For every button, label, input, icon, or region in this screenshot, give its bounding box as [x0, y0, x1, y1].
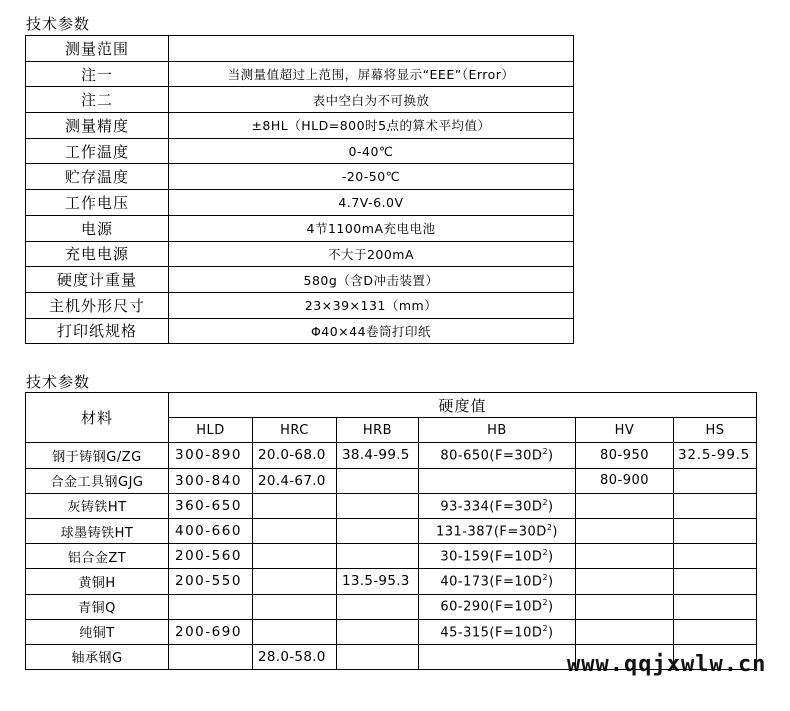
hardness-row: [26, 518, 757, 543]
cell-hv: [576, 594, 674, 619]
cell-hrb: [337, 518, 419, 543]
hb-close: ): [552, 524, 558, 540]
spec-row: [26, 61, 574, 87]
cell-hs: [674, 544, 757, 569]
spec-label: 电源: [26, 215, 169, 241]
cell-hv: [576, 619, 674, 644]
cell-hb: [419, 518, 576, 543]
cell-material: 轴承钢G: [26, 644, 169, 669]
column-header-hrc: HRC: [253, 418, 337, 443]
spec-value: 表中空白为不可换放: [169, 87, 574, 113]
cell-material: 纯铜T: [26, 619, 169, 644]
spec-label: 测量精度: [26, 113, 169, 139]
hb-value: 60-290(F=10D: [440, 599, 543, 615]
material-header: 材料: [26, 393, 169, 443]
spec-value: -20-50℃: [169, 164, 574, 190]
spec-value: 0-40℃: [169, 138, 574, 164]
hb-value: 30-159(F=10D: [440, 549, 543, 565]
spec-value: ±8HL（HLD=800时5点的算术平均值）: [169, 113, 574, 139]
column-header-hv: HV: [576, 418, 674, 443]
hb-close: ): [548, 624, 554, 640]
spec-row: [26, 113, 574, 139]
cell-hs: [674, 619, 757, 644]
cell-hld: [169, 644, 253, 669]
cell-hrc: 28.0-58.0: [253, 644, 337, 669]
cell-hs: [674, 594, 757, 619]
cell-hv: 80-900: [576, 468, 674, 493]
column-header-hb: HB: [419, 418, 576, 443]
spec-row: [26, 87, 574, 113]
hb-exponent: 2: [542, 623, 549, 633]
spec-row: [26, 241, 574, 267]
spec-row: [26, 318, 574, 344]
cell-hrc: [253, 544, 337, 569]
cell-hrb: [337, 594, 419, 619]
spec-value: Φ40×44卷筒打印纸: [169, 318, 574, 344]
cell-hld: 400-660: [169, 518, 253, 543]
spec-label: 注一: [26, 61, 169, 87]
cell-hb: [419, 569, 576, 594]
cell-hld: 300-890: [169, 443, 253, 468]
hardness-table: [25, 392, 757, 670]
cell-material: 铝合金ZT: [26, 544, 169, 569]
cell-hld: 200-550: [169, 569, 253, 594]
column-header-hld: HLD: [169, 418, 253, 443]
hb-value: 80-650(F=30D: [440, 448, 543, 464]
cell-hrb: [337, 493, 419, 518]
cell-material: 灰铸铁HT: [26, 493, 169, 518]
column-header-hs: HS: [674, 418, 757, 443]
cell-hrc: [253, 493, 337, 518]
cell-hld: 200-560: [169, 544, 253, 569]
spec-label: 注二: [26, 87, 169, 113]
spec-value: [169, 36, 574, 62]
spec-row: [26, 36, 574, 62]
spec-table: [25, 35, 574, 344]
cell-material: 青铜Q: [26, 594, 169, 619]
cell-hv: [576, 518, 674, 543]
hardness-row: [26, 594, 757, 619]
spec-label: 硬度计重量: [26, 267, 169, 293]
spec-label: 打印纸规格: [26, 318, 169, 344]
spec-row: [26, 267, 574, 293]
spec-value: 当测量值超过上范围，屏幕将显示“EEE”（Error）: [169, 61, 574, 87]
spec-row: [26, 164, 574, 190]
spec-row: [26, 190, 574, 216]
watermark: www.qqjxwlw.cn: [567, 652, 767, 677]
cell-hb: [419, 468, 576, 493]
spec-label: 工作温度: [26, 138, 169, 164]
cell-hld: 300-840: [169, 468, 253, 493]
hb-value: 45-315(F=10D: [440, 624, 543, 640]
cell-hv: [576, 544, 674, 569]
hb-exponent: 2: [542, 447, 549, 457]
cell-material: 钢于铸钢G/ZG: [26, 443, 169, 468]
column-header-hrb: HRB: [337, 418, 419, 443]
spec-label: 充电电源: [26, 241, 169, 267]
cell-hb: [419, 493, 576, 518]
cell-hrc: 20.4-67.0: [253, 468, 337, 493]
cell-material: 合金工具钢GJG: [26, 468, 169, 493]
hb-close: ): [548, 499, 554, 514]
cell-hrc: 20.0-68.0: [253, 443, 337, 468]
cell-hrc: [253, 569, 337, 594]
hb-value: 40-173(F=10D: [440, 574, 543, 590]
cell-hrc: [253, 594, 337, 619]
hardness-row: [26, 468, 757, 493]
hardness-row: [26, 493, 757, 518]
spec-value: 4.7V-6.0V: [169, 190, 574, 216]
cell-hb: [419, 544, 576, 569]
hardness-row: [26, 443, 757, 468]
hb-close: ): [548, 549, 554, 565]
cell-hb: [419, 594, 576, 619]
cell-hs: 32.5-99.5: [674, 443, 757, 468]
hb-exponent: 2: [542, 573, 549, 583]
cell-hrc: [253, 518, 337, 543]
cell-hrb: [337, 468, 419, 493]
cell-material: 黄铜H: [26, 569, 169, 594]
spec-value: 不大于200mA: [169, 241, 574, 267]
spec-value: 580g（含D冲击装置）: [169, 267, 574, 293]
cell-hld: 200-690: [169, 619, 253, 644]
cell-hs: [674, 518, 757, 543]
spec-label: 工作电压: [26, 190, 169, 216]
hb-close: ): [548, 574, 554, 590]
cell-hrb: [337, 644, 419, 669]
hb-value: 131-387(F=30D: [436, 524, 547, 540]
hardness-row: [26, 569, 757, 594]
hb-exponent: 2: [542, 497, 549, 507]
hardness-section-title: 技术参数: [26, 373, 91, 391]
cell-hrb: [337, 619, 419, 644]
cell-hb: [419, 644, 576, 669]
spec-row: [26, 138, 574, 164]
cell-hs: [674, 569, 757, 594]
hardness-header: 硬度值: [169, 393, 757, 418]
hb-close: ): [548, 599, 554, 615]
cell-hv: 80-950: [576, 443, 674, 468]
hb-value: 93-334(F=30D: [440, 499, 543, 514]
spec-label: 测量范围: [26, 36, 169, 62]
cell-hrb: [337, 544, 419, 569]
hb-exponent: 2: [542, 598, 549, 608]
cell-hrb: 13.5-95.3: [337, 569, 419, 594]
hb-exponent: 2: [542, 548, 549, 558]
cell-hs: [674, 468, 757, 493]
spec-section-title: 技术参数: [26, 15, 91, 33]
cell-hrc: [253, 619, 337, 644]
cell-hld: 360-650: [169, 493, 253, 518]
hardness-row: [26, 544, 757, 569]
spec-label: 贮存温度: [26, 164, 169, 190]
cell-hrb: 38.4-99.5: [337, 443, 419, 468]
cell-hv: [576, 493, 674, 518]
spec-row: [26, 292, 574, 318]
spec-value: 23×39×131（mm）: [169, 292, 574, 318]
cell-hb: [419, 619, 576, 644]
cell-hs: [674, 493, 757, 518]
spec-label: 主机外形尺寸: [26, 292, 169, 318]
hb-close: ): [548, 448, 554, 464]
spec-row: [26, 215, 574, 241]
cell-material: 球墨铸铁HT: [26, 518, 169, 543]
cell-hld: [169, 594, 253, 619]
spec-value: 4节1100mA充电电池: [169, 215, 574, 241]
hardness-row: [26, 619, 757, 644]
hb-exponent: 2: [546, 522, 553, 532]
cell-hv: [576, 569, 674, 594]
cell-hb: [419, 443, 576, 468]
